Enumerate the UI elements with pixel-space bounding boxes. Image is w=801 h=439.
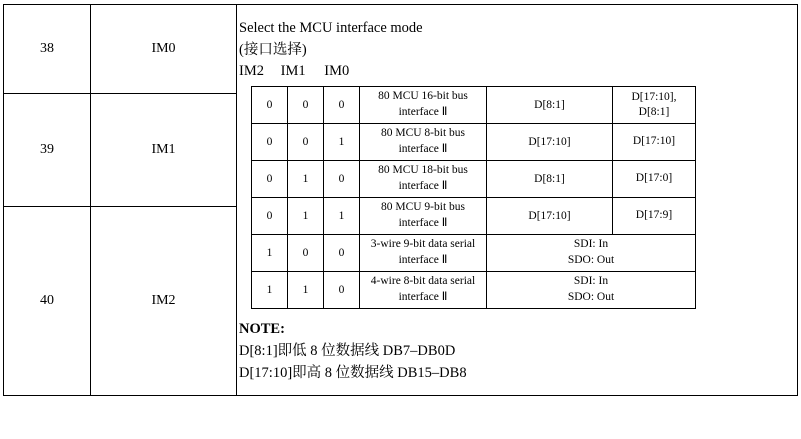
data-bus-1: D[8:1] bbox=[487, 86, 613, 123]
table-row bbox=[252, 123, 696, 160]
im1-bit: 1 bbox=[288, 160, 324, 197]
im2-bit: 0 bbox=[252, 123, 288, 160]
pin-description-cell bbox=[237, 5, 798, 396]
im0-bit: 1 bbox=[324, 197, 360, 234]
serial-io-line-2: SDO: Out bbox=[567, 253, 615, 266]
pin-name-cell: IM2 bbox=[91, 207, 237, 396]
serial-io-line-2: SDO: Out bbox=[567, 290, 615, 303]
mode-name-line-2: interface Ⅱ bbox=[398, 290, 448, 303]
serial-io-line-1: SDI: In bbox=[573, 238, 609, 251]
im1-bit: 0 bbox=[288, 234, 324, 271]
note-title: NOTE: bbox=[239, 320, 285, 337]
data-bus-1: D[17:10] bbox=[487, 197, 613, 234]
data-bus-1: D[8:1] bbox=[487, 160, 613, 197]
im2-bit: 0 bbox=[252, 197, 288, 234]
data-bus-1: D[17:10] bbox=[487, 123, 613, 160]
im1-bit: 1 bbox=[288, 271, 324, 308]
table-row bbox=[252, 160, 696, 197]
im0-bit: 0 bbox=[324, 234, 360, 271]
pin-name-cell: IM1 bbox=[91, 94, 237, 207]
table-row bbox=[4, 5, 798, 94]
mode-name-line-2: interface Ⅱ bbox=[398, 179, 448, 192]
pin-description-table bbox=[3, 4, 798, 396]
mode-name-cell bbox=[360, 160, 487, 197]
mode-name-cell bbox=[360, 271, 487, 308]
mode-name-line-1: 80 MCU 18-bit bus bbox=[378, 164, 468, 177]
mode-name-cell bbox=[360, 123, 487, 160]
mode-name-cell bbox=[360, 197, 487, 234]
mode-name-line-1: 80 MCU 9-bit bus bbox=[380, 201, 466, 214]
description-subtitle: (接口选择) bbox=[239, 41, 307, 58]
data-bus-2: D[17:9] bbox=[613, 197, 696, 234]
data-bus-2: D[17:0] bbox=[613, 160, 696, 197]
serial-io-cell bbox=[487, 271, 696, 308]
im2-bit: 0 bbox=[252, 160, 288, 197]
im1-header: IM1 bbox=[280, 62, 306, 79]
mode-name-line-2: interface Ⅱ bbox=[398, 216, 448, 229]
mode-name-line-2: interface Ⅱ bbox=[398, 253, 448, 266]
pin-name-cell: IM0 bbox=[91, 5, 237, 94]
mode-name-line-2: interface Ⅱ bbox=[398, 105, 448, 118]
note-block bbox=[239, 321, 797, 385]
im2-bit: 1 bbox=[252, 271, 288, 308]
data-bus-2: D[17:10] bbox=[613, 123, 696, 160]
table-row bbox=[252, 197, 696, 234]
im2-header: IM2 bbox=[239, 62, 264, 79]
im0-bit: 0 bbox=[324, 86, 360, 123]
im0-bit: 0 bbox=[324, 160, 360, 197]
im1-bit: 1 bbox=[288, 197, 324, 234]
serial-io-cell bbox=[487, 234, 696, 271]
im1-bit: 0 bbox=[288, 86, 324, 123]
mode-name-line-1: 80 MCU 8-bit bus bbox=[380, 127, 466, 140]
pin-number-cell: 40 bbox=[4, 207, 91, 396]
im0-bit: 0 bbox=[324, 271, 360, 308]
interface-mode-table bbox=[251, 86, 696, 309]
mode-name-line-1: 80 MCU 16-bit bus bbox=[378, 90, 468, 103]
data-bus-2 bbox=[613, 86, 696, 123]
im0-bit: 1 bbox=[324, 123, 360, 160]
mode-name-line-2: interface Ⅱ bbox=[398, 142, 448, 155]
data-bus-2-line-1: D[17:10], bbox=[631, 90, 677, 103]
pin-number-cell: 38 bbox=[4, 5, 91, 94]
im1-bit: 0 bbox=[288, 123, 324, 160]
note-line-1: D[8:1]即低 8 位数据线 DB7–DB0D bbox=[239, 342, 456, 359]
pin-number-cell: 39 bbox=[4, 94, 91, 207]
im2-bit: 0 bbox=[252, 86, 288, 123]
description-title: Select the MCU interface mode bbox=[239, 19, 423, 36]
im0-header: IM0 bbox=[324, 62, 350, 79]
mode-name-cell bbox=[360, 234, 487, 271]
table-row bbox=[252, 86, 696, 123]
mode-name-line-1: 3-wire 9-bit data serial bbox=[370, 238, 476, 251]
table-row bbox=[252, 271, 696, 308]
serial-io-line-1: SDI: In bbox=[573, 275, 609, 288]
note-line-2: D[17:10]即高 8 位数据线 DB15–DB8 bbox=[239, 364, 467, 381]
im2-bit: 1 bbox=[252, 234, 288, 271]
im-column-headers bbox=[239, 63, 797, 80]
mode-name-line-1: 4-wire 8-bit data serial bbox=[370, 275, 476, 288]
data-bus-2-line-2: D[8:1] bbox=[638, 105, 670, 118]
datasheet-page bbox=[0, 4, 801, 439]
table-row bbox=[252, 234, 696, 271]
mode-name-cell bbox=[360, 86, 487, 123]
